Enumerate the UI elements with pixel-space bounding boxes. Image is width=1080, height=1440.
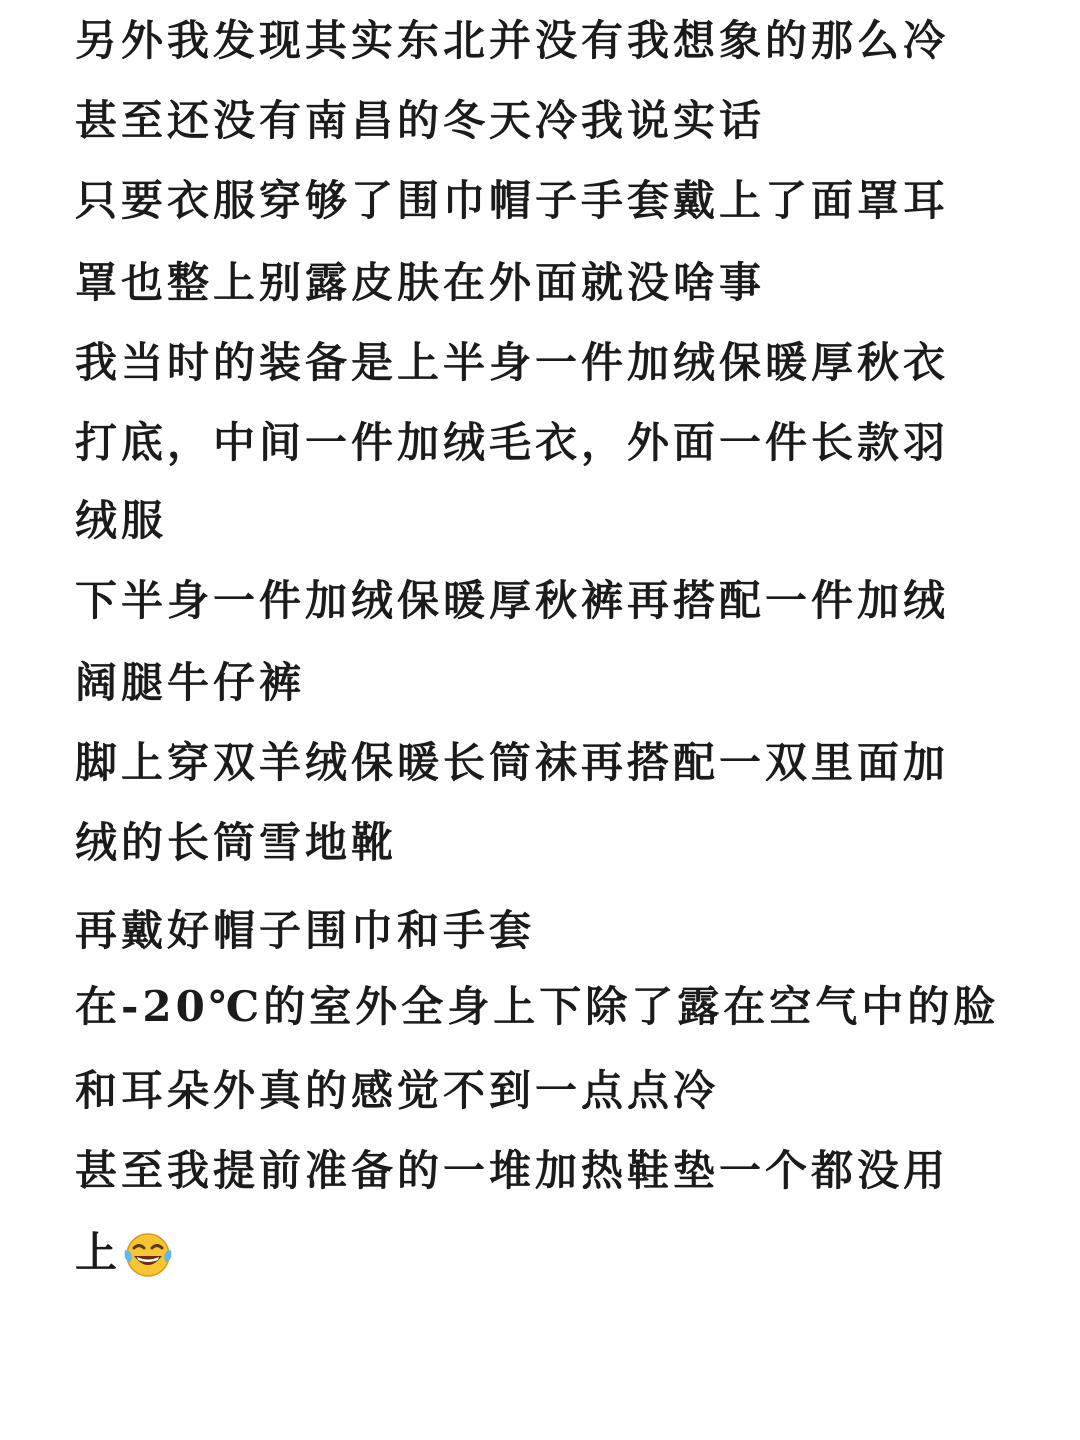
note-line-11: 绒的长筒雪地靴 — [75, 818, 398, 867]
note-line-8: 下半身一件加绒保暖厚秋裤再搭配一件加绒 — [75, 576, 950, 625]
note-line-1: 另外我发现其实东北并没有我想象的那么冷 — [75, 16, 950, 65]
note-line-13: 在-20℃的室外全身上下除了露在空气中的脸 — [75, 982, 1000, 1031]
note-line-10: 脚上穿双羊绒保暖长筒袜再搭配一双里面加 — [75, 738, 950, 787]
note-line-4: 罩也整上别露皮肤在外面就没啥事 — [75, 258, 766, 307]
note-line-15: 甚至我提前准备的一堆加热鞋垫一个都没用 — [75, 1146, 950, 1195]
note-line-14: 和耳朵外真的感觉不到一点点冷 — [75, 1066, 720, 1115]
note-line-2: 甚至还没有南昌的冬天冷我说实话 — [75, 96, 766, 145]
laughing-tears-emoji — [122, 1230, 174, 1278]
note-line-12: 再戴好帽子围巾和手套 — [75, 906, 536, 955]
note-line-5: 我当时的装备是上半身一件加绒保暖厚秋衣 — [75, 338, 950, 387]
note-line-3: 只要衣服穿够了围巾帽子手套戴上了面罩耳 — [75, 176, 950, 225]
note-line-7: 绒服 — [75, 496, 168, 545]
note-line-6: 打底，中间一件加绒毛衣，外面一件长款羽 — [75, 418, 950, 467]
note-line-16: 上 — [75, 1228, 122, 1277]
note-line-9: 阔腿牛仔裤 — [75, 658, 306, 707]
